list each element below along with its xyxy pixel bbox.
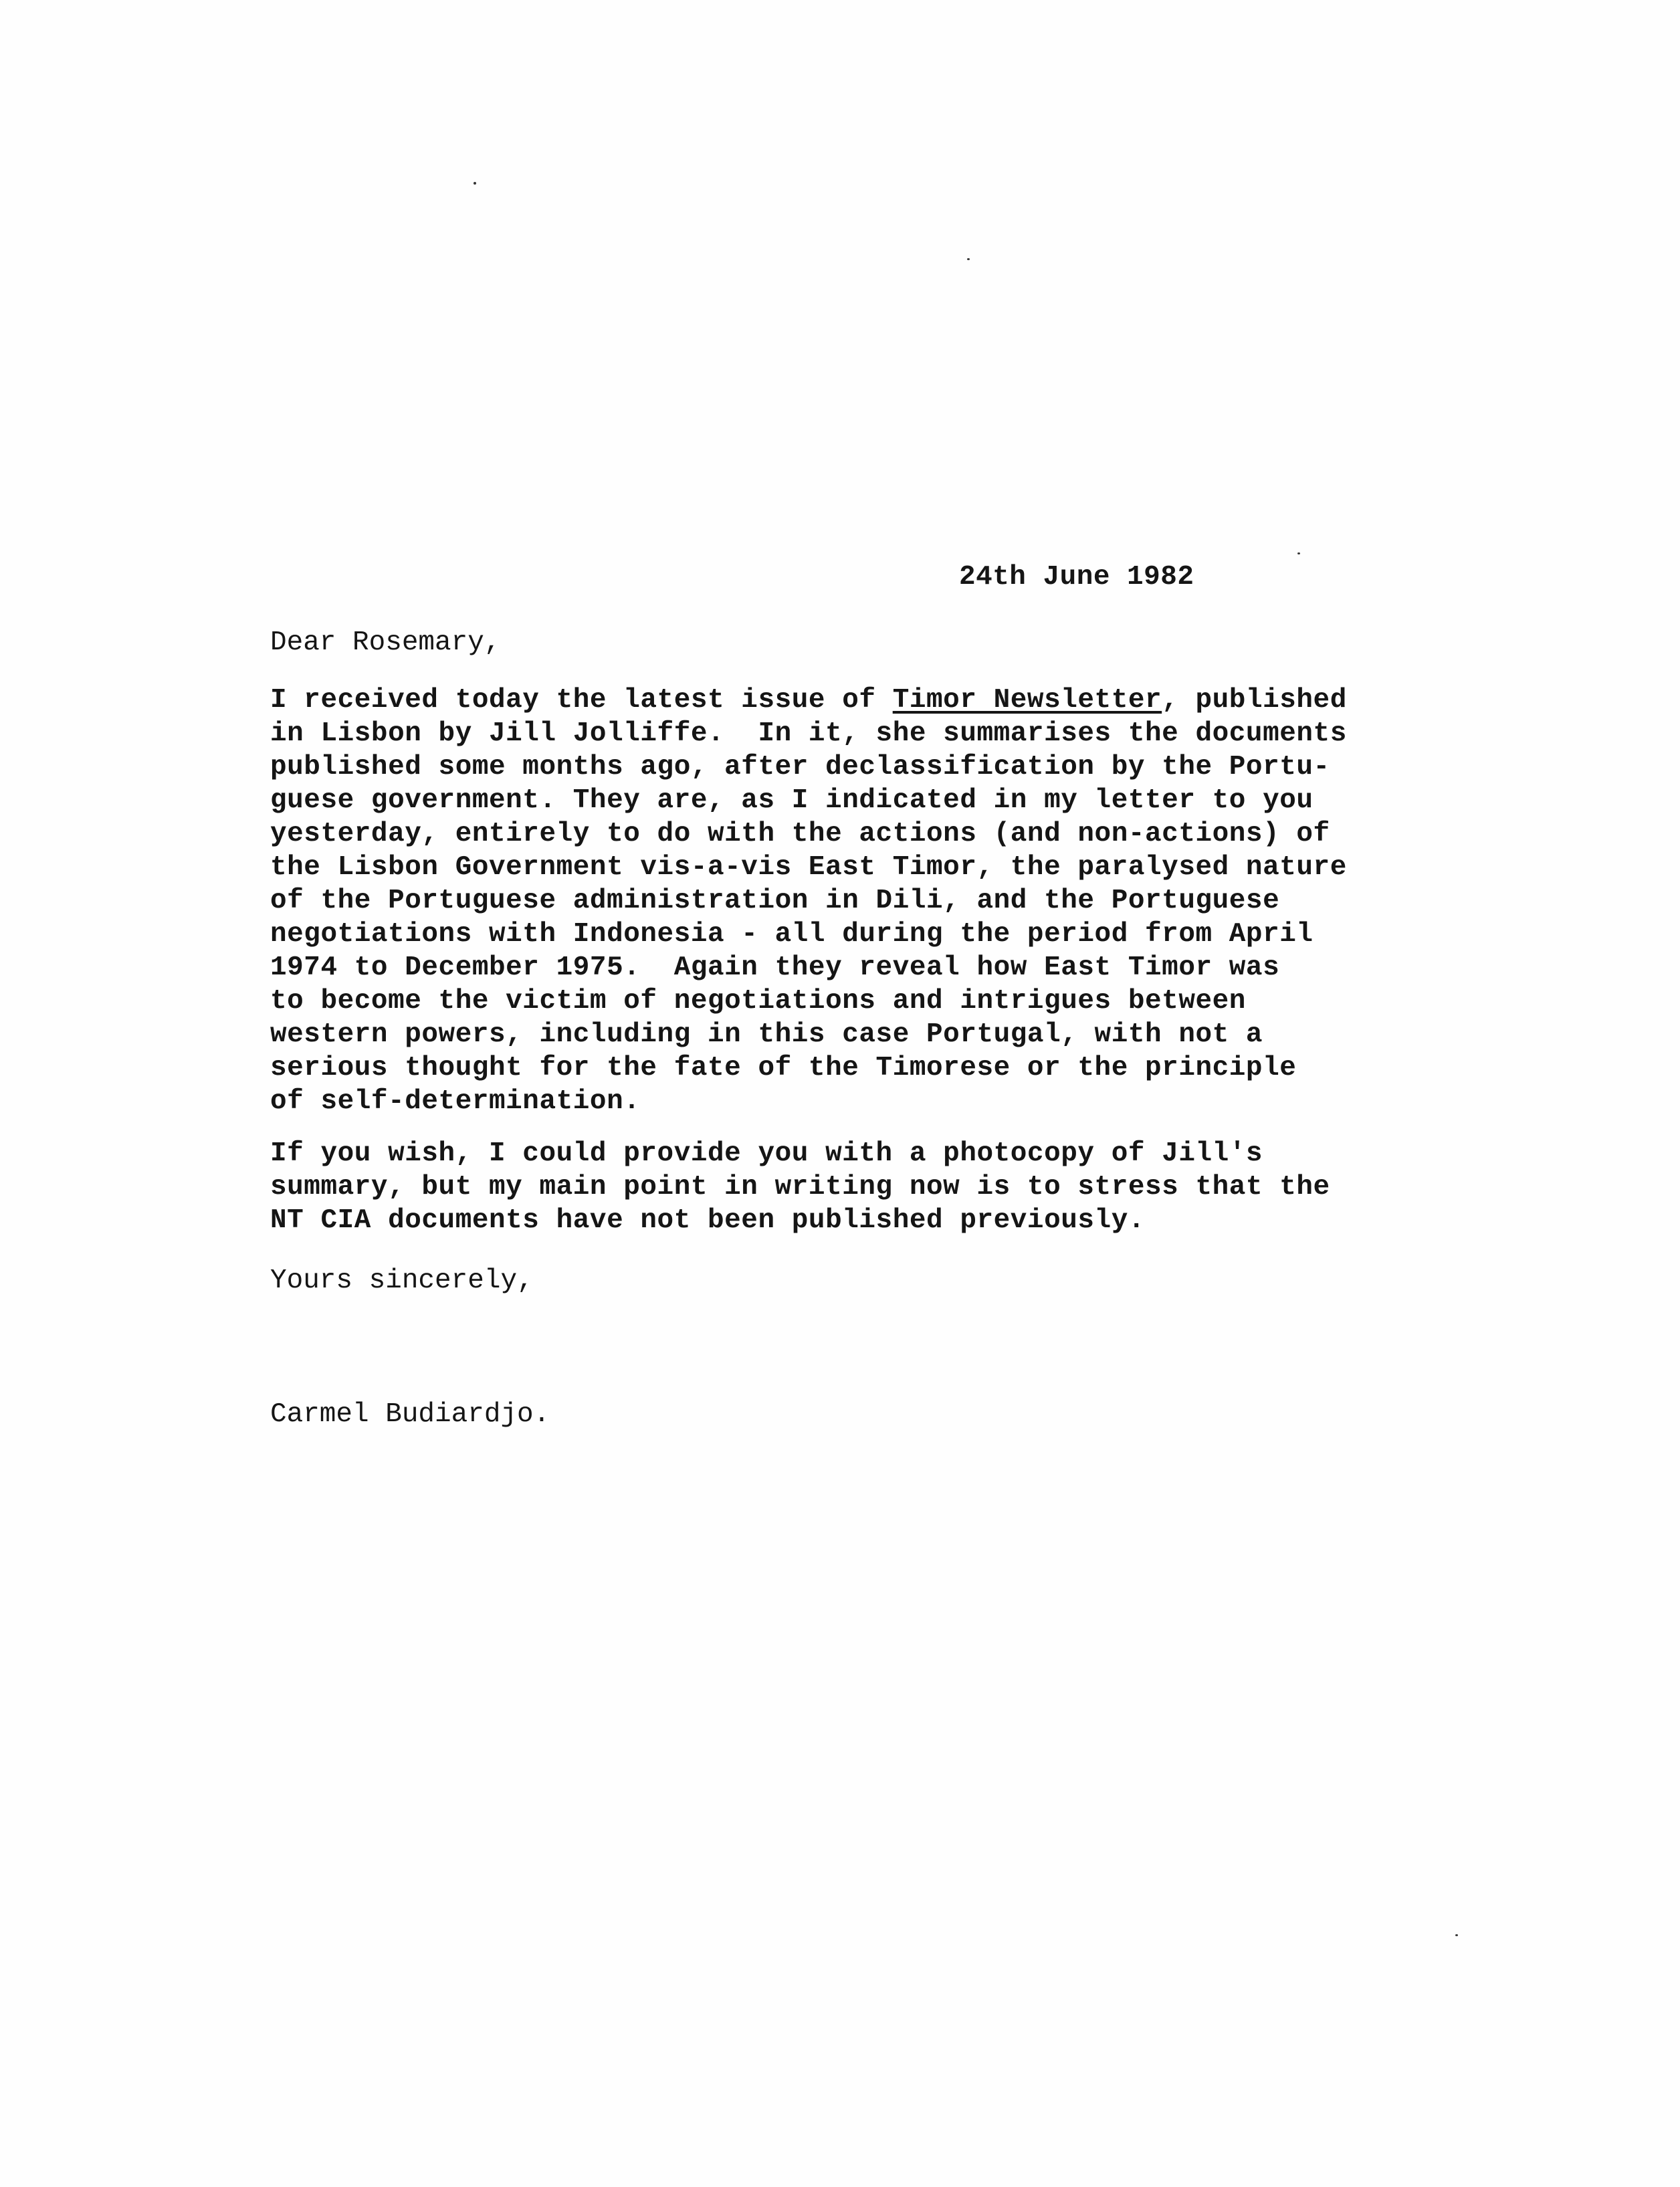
paragraph-line: of self-determination.	[270, 1086, 641, 1117]
publication-title: Timor Newsletter	[892, 685, 1162, 716]
paragraph-text: , published	[1162, 685, 1347, 716]
paragraph-line	[270, 684, 1347, 717]
paragraph-line: the Lisbon Government vis-a-vis East Timor, the paralysed nature	[270, 852, 1347, 883]
paper-speck	[1297, 552, 1300, 554]
closing: Yours sincerely,	[270, 1265, 534, 1296]
paragraph-line: guese government. They are, as I indicated in my letter to you	[270, 785, 1314, 816]
paragraph-line: If you wish, I could provide you with a photocopy of Jill's	[270, 1138, 1263, 1169]
paragraph-line: 1974 to December 1975. Again they reveal how East Timor was	[270, 952, 1280, 983]
paragraph-line: western powers, including in this case Portugal, with not a	[270, 1019, 1263, 1050]
salutation: Dear Rosemary,	[270, 627, 501, 658]
paragraph-line: summary, but my main point in writing now is to stress that the	[270, 1172, 1330, 1203]
paragraph-text: I received today the latest issue of	[270, 685, 893, 716]
letter-date: 24th June 1982	[959, 562, 1194, 593]
paragraph-line: negotiations with Indonesia - all during the period from April	[270, 919, 1314, 950]
paper-speck	[474, 182, 476, 185]
paragraph-line: to become the victim of negotiations and intrigues between	[270, 986, 1246, 1017]
paper-speck	[967, 258, 970, 260]
signature-name: Carmel Budiardjo.	[270, 1399, 550, 1430]
paragraph-line: of the Portuguese administration in Dili, and the Portuguese	[270, 886, 1280, 916]
paragraph-line: yesterday, entirely to do with the actions (and non-actions) of	[270, 819, 1330, 849]
paragraph-line: serious thought for the fate of the Timorese or the principle	[270, 1053, 1297, 1083]
body-paragraph-1	[270, 684, 1347, 1118]
paper-speck	[1455, 1934, 1458, 1936]
paragraph-line: NT CIA documents have not been published previously.	[270, 1205, 1146, 1236]
paragraph-line: published some months ago, after declassification by the Portu-	[270, 752, 1330, 783]
paragraph-line: in Lisbon by Jill Jolliffe. In it, she summarises the documents	[270, 718, 1347, 749]
body-paragraph-2	[270, 1137, 1330, 1237]
